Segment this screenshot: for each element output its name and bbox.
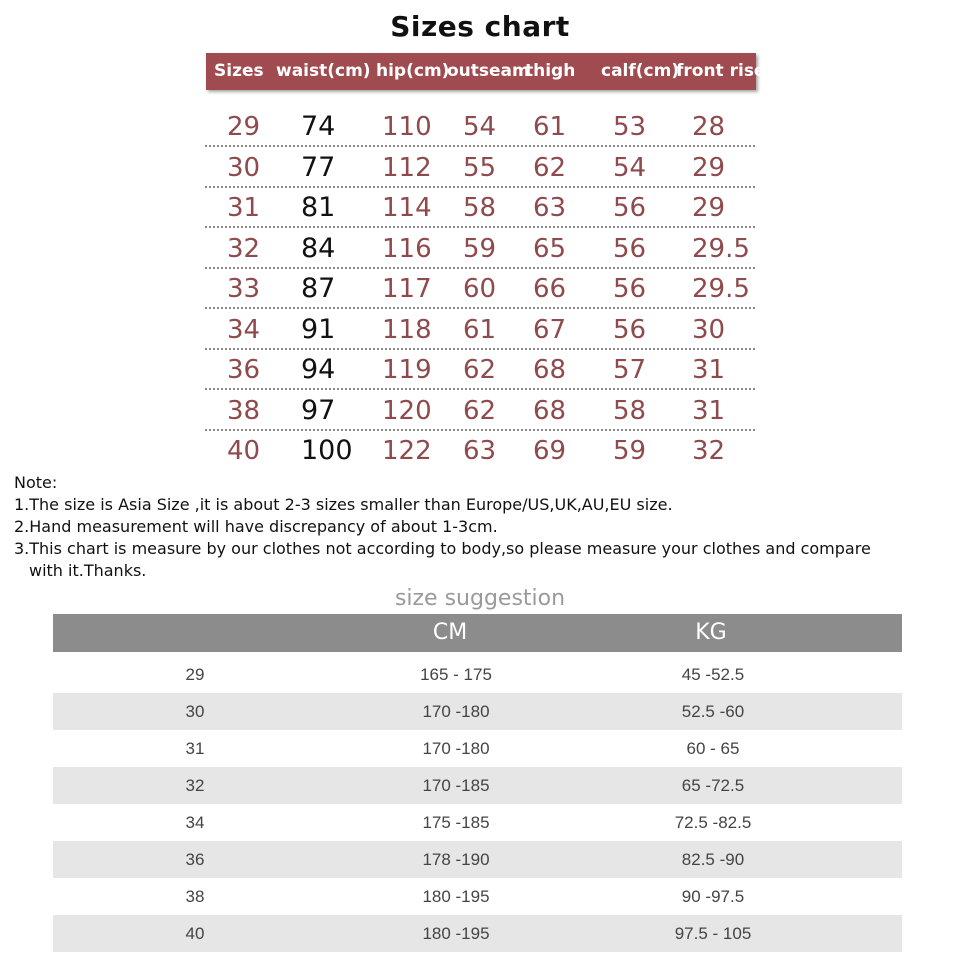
suggestion-cell-cm: 175 -185 [422,813,490,832]
cell-waist: 84 [301,232,336,264]
suggestion-cell-cm: 180 -195 [422,924,490,943]
size-table-row [205,431,755,471]
cell-calf: 53 [613,112,647,142]
suggestion-row [53,915,902,952]
suggestion-row [53,767,902,804]
cell-hip: 117 [382,274,432,304]
size-suggestion-title: size suggestion [394,586,566,611]
cell-size: 29 [227,112,261,142]
suggestion-cell-cm: 178 -190 [422,850,490,869]
cell-thigh: 62 [533,152,567,183]
cell-outseam: 55 [463,152,497,183]
cell-thigh: 68 [533,395,567,426]
suggestion-cell-kg: 97.5 - 105 [674,924,752,943]
suggestion-row [53,841,902,878]
cell-front-rise: 29.5 [692,274,750,304]
page-title: Sizes chart [390,10,570,43]
suggestion-row [53,656,902,693]
notes-heading: Note: [14,473,58,492]
suggestion-row [53,878,902,915]
cell-waist: 81 [301,192,336,223]
size-table-row [205,310,755,350]
cell-thigh: 68 [533,355,567,385]
cell-waist: 91 [301,313,336,345]
suggestion-cell-kg: 82.5 -90 [681,850,745,869]
cell-thigh: 66 [533,274,567,304]
cell-calf: 56 [613,314,647,345]
notes-section [14,472,954,582]
note-item: 2.Hand measurement will have discrepancy of about 1-3cm. [14,517,498,536]
suggestion-cell-kg: 45 -52.5 [681,665,745,684]
suggestion-cell-cm: 170 -180 [422,702,490,721]
header-waist: waist(cm) [276,61,371,81]
suggestion-cell-cm: 165 - 175 [420,665,492,684]
cell-waist: 74 [301,111,336,142]
cell-size: 34 [227,314,261,345]
cell-size: 31 [227,193,261,223]
cell-front-rise: 31 [692,355,726,385]
suggestion-cell-cm: 170 -180 [422,739,490,758]
cell-thigh: 63 [533,193,567,223]
cell-size: 32 [227,233,261,264]
header-kg: KG [695,620,727,645]
cell-hip: 114 [382,193,432,223]
suggestion-cell-kg: 65 -72.5 [681,776,745,795]
suggestion-cell-cm: 170 -185 [422,776,490,795]
cell-calf: 56 [613,193,647,223]
note-item: 1.The size is Asia Size ,it is about 2-3 sizes smaller than Europe/US,UK,AU,EU size. [14,495,673,514]
suggestion-cell-kg: 90 -97.5 [681,887,745,906]
cell-outseam: 63 [463,436,497,466]
suggestion-cell-kg: 60 - 65 [686,739,740,758]
cell-outseam: 61 [463,314,497,345]
suggestion-cell-cm: 180 -195 [422,887,490,906]
size-suggestion-header [53,614,902,652]
cell-calf: 58 [613,395,647,426]
cell-calf: 57 [613,355,647,385]
suggestion-cell-size: 30 [185,702,205,721]
cell-hip: 110 [382,112,432,142]
note-item-continuation: with it.Thanks. [29,561,147,580]
cell-size: 40 [227,436,261,466]
cell-waist: 87 [301,273,336,304]
cell-thigh: 67 [533,314,567,345]
cell-calf: 59 [613,436,647,466]
cell-front-rise: 29 [692,152,726,183]
size-table-row [205,107,755,147]
cell-waist: 97 [301,394,336,426]
size-table-header [206,53,766,90]
size-table-row [205,269,755,309]
header-outseam: outseam [447,61,530,81]
suggestion-cell-size: 32 [185,776,205,795]
header-cm: CM [432,620,468,645]
cell-outseam: 59 [463,233,497,264]
cell-front-rise: 29 [692,193,726,223]
cell-calf: 56 [613,233,647,264]
cell-hip: 120 [382,395,432,426]
header-hip: hip(cm) [376,61,450,81]
cell-waist: 100 [301,435,353,466]
cell-size: 36 [227,355,261,385]
header-thigh: thigh [525,61,576,81]
size-table-row [205,148,755,188]
cell-size: 30 [227,152,261,183]
cell-size: 38 [227,395,261,426]
cell-hip: 112 [382,152,432,183]
suggestion-cell-size: 34 [185,813,205,832]
cell-outseam: 60 [463,274,497,304]
size-table-row [205,350,755,390]
cell-waist: 77 [301,151,336,183]
cell-thigh: 65 [533,233,567,264]
cell-outseam: 62 [463,395,497,426]
size-table-row [205,391,755,431]
suggestion-cell-size: 36 [185,850,205,869]
cell-hip: 116 [382,233,432,264]
suggestion-row [53,804,902,841]
cell-outseam: 54 [463,112,497,142]
cell-front-rise: 32 [692,436,726,466]
suggestion-row [53,693,902,730]
cell-front-rise: 30 [692,314,726,345]
cell-front-rise: 28 [692,112,726,142]
note-item: 3.This chart is measure by our clothes not according to body,so please measure your clothes and compare [14,539,871,558]
header-sizes: Sizes [214,61,264,81]
suggestion-cell-size: 40 [185,924,205,943]
cell-calf: 54 [613,152,647,183]
cell-calf: 56 [613,274,647,304]
header-calf: calf(cm) [601,61,680,81]
cell-thigh: 69 [533,436,567,466]
cell-hip: 122 [382,436,432,466]
suggestion-cell-size: 29 [185,665,205,684]
cell-front-rise: 29.5 [692,233,750,264]
size-table-row [205,188,755,228]
suggestion-row [53,730,902,767]
suggestion-cell-size: 31 [185,739,205,758]
cell-front-rise: 31 [692,395,726,426]
size-table-row [205,229,755,269]
suggestion-cell-kg: 52.5 -60 [681,702,745,721]
suggestion-cell-size: 38 [185,887,205,906]
suggestion-cell-kg: 72.5 -82.5 [674,813,752,832]
cell-outseam: 58 [463,193,497,223]
cell-outseam: 62 [463,355,497,385]
header-front-rise: front rise [676,61,766,81]
cell-size: 33 [227,274,261,304]
cell-waist: 94 [301,354,336,385]
cell-hip: 119 [382,355,432,385]
cell-thigh: 61 [533,112,567,142]
cell-hip: 118 [382,314,432,345]
